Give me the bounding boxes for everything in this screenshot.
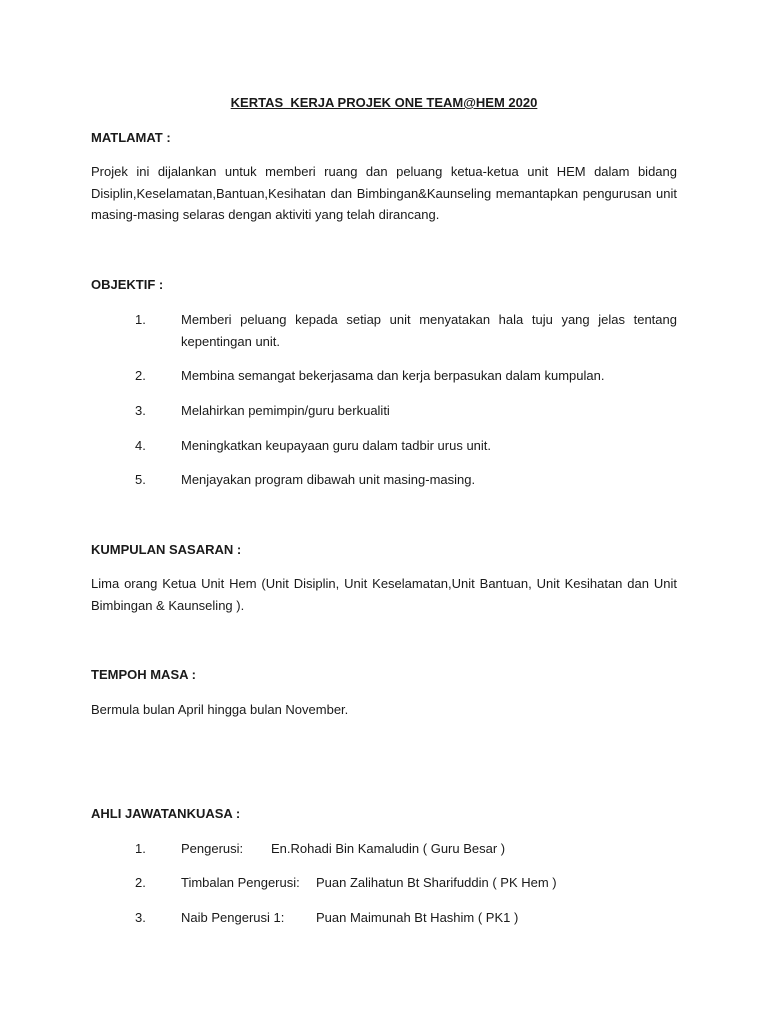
item-number: 1. [135,312,146,327]
member-name: En.Rohadi Bin Kamaludin ( Guru Besar ) [271,841,506,856]
paragraph-tempoh-masa: Bermula bulan April hingga bulan November. [91,702,349,717]
item-text: Membina semangat bekerjasama dan kerja berpasukan dalam kumpulan. [181,368,605,383]
member-role: Timbalan Pengerusi: [181,875,300,890]
item-number: 2. [135,368,146,383]
heading-objektif: OBJEKTIF : [91,277,164,292]
item-number: 4. [135,438,146,453]
heading-tempoh-masa: TEMPOH MASA : [91,667,196,682]
heading-matlamat: MATLAMAT : [91,130,171,145]
document-title: KERTAS KERJA PROJEK ONE TEAM@HEM 2020 [230,95,538,110]
item-text: Menjayakan program dibawah unit masing-masing. [181,472,476,487]
item-text: Melahirkan pemimpin/guru berkualiti [181,403,390,418]
heading-ahli-jawatankuasa: AHLI JAWATANKUASA : [91,806,241,821]
heading-kumpulan-sasaran: KUMPULAN SASARAN : [91,542,242,557]
item-number: 3. [135,403,146,418]
item-text: Memberi peluang kepada setiap unit menyatakan hala tuju yang jelas tentang kepentingan unit. [181,312,677,349]
item-number: 3. [135,910,146,925]
item-text: Meningkatkan keupayaan guru dalam tadbir urus unit. [181,438,492,453]
paragraph-kumpulan-sasaran: Lima orang Ketua Unit Hem (Unit Disiplin, Unit Keselamatan,Unit Bantuan, Unit Kesihatan dan Unit Bimbingan & Kaunseling ). [91,576,677,613]
item-number: 1. [135,841,146,856]
member-role: Pengerusi: [181,841,244,856]
paragraph-matlamat: Projek ini dijalankan untuk memberi ruang dan peluang ketua-ketua unit HEM dalam bidang Disiplin,Keselamatan,Bantuan,Kesihatan dan Bimbingan&Kaunseling memantapkan pengurusan unit masing-masing selaras dengan aktiviti yang telah dirancang. [91,164,677,222]
member-name: Puan Zalihatun Bt Sharifuddin ( PK Hem ) [316,875,557,890]
item-number: 5. [135,472,146,487]
member-name: Puan Maimunah Bt Hashim ( PK1 ) [316,910,519,925]
item-number: 2. [135,875,146,890]
member-role: Naib Pengerusi 1: [181,910,285,925]
